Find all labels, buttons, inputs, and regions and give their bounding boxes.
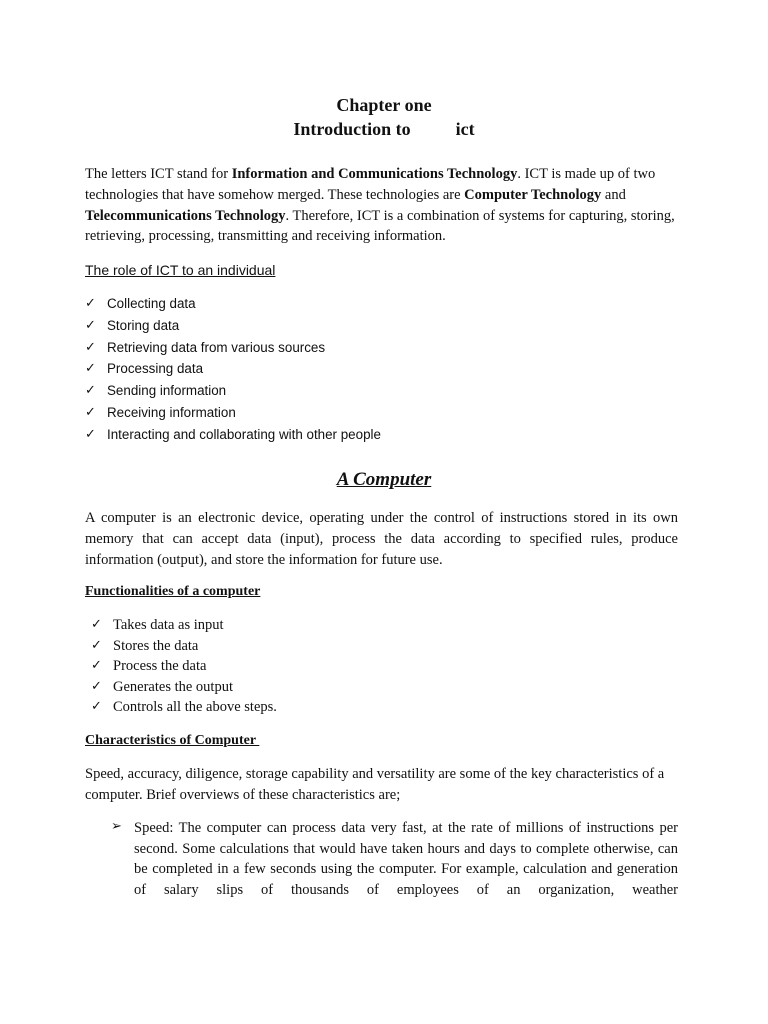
role-checklist <box>85 293 381 446</box>
role-heading: The role of ICT to an individual <box>85 262 276 278</box>
characteristic-bullet-text: Speed: The computer can process data very fast, at the rate of millions of instructions per second. Some calculations that would have taken hours and days to complete otherwise, can be completed in a few seconds using the computer. For example, calculation and generation of salary slips of thousands of employees of an organization, weather <box>134 820 678 898</box>
arrow-bullet-icon: ➢ <box>111 819 122 834</box>
list-item <box>85 337 381 359</box>
checkmark-icon: ✓ <box>85 296 96 311</box>
characteristics-intro-paragraph: Speed, accuracy, diligence, storage capability and versatility are some of the key characteristics of a computer. Brief overviews of these characteristics are; <box>85 766 665 803</box>
list-item-text: Storing data <box>107 317 180 333</box>
checkmark-icon: ✓ <box>91 678 102 694</box>
list-item <box>91 677 277 698</box>
checkmark-icon: ✓ <box>91 617 102 632</box>
chapter-number: Chapter one <box>336 95 432 115</box>
list-item <box>85 380 381 402</box>
checkmark-icon: ✓ <box>91 658 102 673</box>
checkmark-icon: ✓ <box>85 404 96 420</box>
checkmark-icon: ✓ <box>85 339 96 355</box>
list-item <box>85 424 381 446</box>
checkmark-icon: ✓ <box>85 383 96 399</box>
list-item-text: Controls all the above steps. <box>113 699 277 715</box>
ict-intro-paragraph <box>85 164 678 247</box>
list-item-text: Takes data as input <box>113 617 224 633</box>
computer-definition-paragraph: A computer is an electronic device, operating under the control of instructions stored in its own memory that can accept data (input), process the data according to specified rules, produce information (output), and store the information for future use. <box>85 510 678 568</box>
checkmark-icon: ✓ <box>91 637 102 653</box>
list-item-text: Retrieving data from various sources <box>107 339 326 355</box>
list-item-text: Processing data <box>107 361 204 377</box>
list-item-text: Receiving information <box>107 404 236 420</box>
list-item <box>91 615 277 636</box>
chapter-title: Introduction to ict <box>293 119 475 139</box>
checkmark-icon: ✓ <box>85 317 96 333</box>
list-item-text: Generates the output <box>113 678 233 695</box>
intro-bold-computer-tech: Computer Technology <box>464 186 602 203</box>
checkmark-icon: ✓ <box>85 426 96 442</box>
characteristics-heading: Characteristics of Computer <box>85 733 260 748</box>
list-item-text: Collecting data <box>107 296 196 311</box>
list-item <box>91 636 277 657</box>
list-item-text: Process the data <box>113 658 207 674</box>
functionalities-heading: Functionalities of a computer <box>85 584 261 599</box>
intro-bold-telecom-tech: Telecommunications Technology <box>85 207 286 224</box>
checkmark-icon: ✓ <box>91 699 102 714</box>
intro-text-1: The letters ICT stand for <box>85 166 232 182</box>
characteristic-bullet-speed <box>111 818 678 900</box>
list-item-text: Stores the data <box>113 637 199 654</box>
list-item <box>85 315 381 337</box>
computer-section-title: A Computer <box>336 469 432 490</box>
intro-bold-ict-term: Information and Communications Technology <box>231 166 518 182</box>
list-item-text: Interacting and collaborating with other people <box>107 426 381 442</box>
list-item-text: Sending information <box>107 383 227 399</box>
intro-text-2: . ICT is made up of two technologies that have somehow merged. These technologies are <box>85 166 656 203</box>
list-item <box>91 656 277 677</box>
intro-text-4: . Therefore, ICT is a combination of systems for capturing, storing, retrieving, processing, transmitting and receiving information. <box>85 207 675 245</box>
checkmark-icon: ✓ <box>85 361 96 377</box>
list-item <box>85 402 381 424</box>
list-item <box>91 697 277 718</box>
intro-text-3: and <box>601 186 626 203</box>
functionalities-checklist <box>91 615 277 718</box>
list-item <box>85 358 381 380</box>
list-item <box>85 293 381 315</box>
